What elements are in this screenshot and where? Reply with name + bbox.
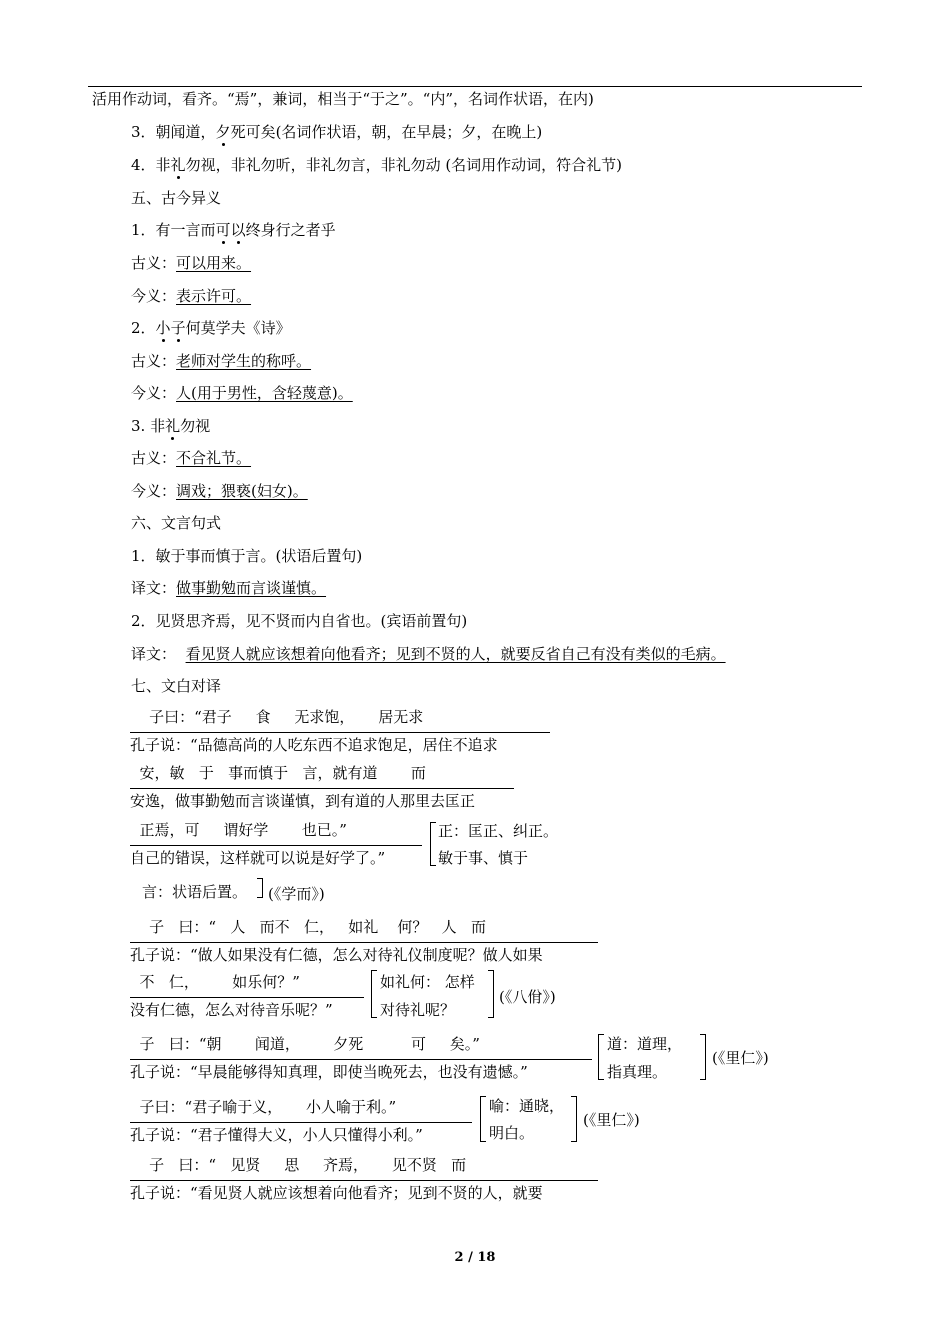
header-rule <box>88 86 862 87</box>
ancient-meaning: 古义：老师对学生的称呼。 <box>131 352 312 370</box>
bracket <box>430 822 436 866</box>
original-text: 子 曰：“ 人 而不 仁， 如礼 何？ 人 而 <box>130 918 486 936</box>
annotation: 言：状语后置。 <box>142 883 248 901</box>
vernacular-text: 孔子说：“看见贤人就应该想着向他看齐；见到不贤的人，就要 <box>130 1184 543 1202</box>
original-text: 子曰：“君子 食 无求饱， 居无求 <box>130 708 424 726</box>
annotation: 对待礼呢？ <box>380 1001 456 1019</box>
original-text: 正焉，可 谓好学 也已。” <box>130 821 347 839</box>
text-line: 活用作动词，看齐。“焉”，兼词，相当于“于之”。“内”，名词作状语，在内) <box>92 90 594 108</box>
annotation: 敏于事、慎于 <box>438 849 529 867</box>
page-number: 2 / 18 <box>454 1250 496 1265</box>
original-text: 子 曰：“朝 闻道， 夕死 可 矣。” <box>130 1035 480 1053</box>
section-heading: 七、文白对译 <box>131 677 222 695</box>
divider <box>130 732 550 733</box>
vernacular-text: 孔子说：“君子懂得大义，小人只懂得小利。” <box>130 1126 423 1144</box>
vernacular-text: 自己的错误，这样就可以说是好学了。” <box>130 849 386 867</box>
modern-meaning: 今义：人(用于男性，含轻蔑意)。 <box>131 384 353 402</box>
divider <box>130 845 422 846</box>
bracket <box>480 1096 486 1142</box>
source-citation: (《学而》) <box>268 885 325 903</box>
original-text: 子曰：“君子喻于义， 小人喻于利。” <box>130 1098 397 1116</box>
modern-meaning: 今义：表示许可。 <box>131 287 252 305</box>
original-text: 子 曰：“ 见贤 思 齐焉， 见不贤 而 <box>130 1156 467 1174</box>
original-text: 安，敏 于 事而慎于 言，就有道 而 <box>130 764 426 782</box>
text-line: 4．非礼勿视，非礼勿听，非礼勿言，非礼勿动 (名词用作动词，符合礼节) <box>131 156 623 174</box>
translation: 译文： 看见贤人就应该想着向他看齐；见到不贤的人，就要反省自己有没有类似的毛病。 <box>131 645 726 663</box>
bracket <box>598 1034 604 1080</box>
modern-meaning: 今义：调戏；猥亵(妇女)。 <box>131 482 308 500</box>
annotation: 道：道理， <box>607 1035 683 1053</box>
source-citation: (《里仁》) <box>583 1111 640 1129</box>
section-heading: 五、古今异义 <box>131 189 222 207</box>
text-line: 3. 非礼勿视 <box>131 417 211 435</box>
vernacular-text: 孔子说：“品德高尚的人吃东西不追求饱足，居住不追求 <box>130 736 498 754</box>
divider <box>130 1122 472 1123</box>
sentence-example: 2．见贤思齐焉，见不贤而内自省也。(宾语前置句) <box>131 612 468 630</box>
divider <box>130 1180 598 1181</box>
annotation: 喻：通晓， <box>489 1097 565 1115</box>
divider <box>130 1059 592 1060</box>
annotation: 明白。 <box>489 1124 535 1142</box>
ancient-meaning: 古义：可以用来。 <box>131 254 252 272</box>
bracket <box>571 1096 577 1142</box>
divider <box>130 788 514 789</box>
source-citation: (《八佾》) <box>499 988 556 1006</box>
section-heading: 六、文言句式 <box>131 514 222 532</box>
vernacular-text: 没有仁德，怎么对待音乐呢？” <box>130 1001 333 1019</box>
vernacular-text: 孔子说：“早晨能够得知真理，即使当晚死去，也没有遗憾。” <box>130 1063 528 1081</box>
sentence-example: 1．敏于事而慎于言。(状语后置句) <box>131 547 363 565</box>
divider <box>130 997 364 998</box>
annotation: 指真理。 <box>607 1063 668 1081</box>
divider <box>130 942 598 943</box>
bracket <box>257 878 263 898</box>
text-line: 2．小子何莫学夫《诗》 <box>131 319 291 337</box>
original-text: 不 仁， 如乐何？” <box>130 973 300 991</box>
annotation: 如礼何： 怎样 <box>380 973 475 991</box>
bracket <box>700 1034 706 1080</box>
text-line: 3．朝闻道，夕死可矣(名词作状语，朝，在早晨；夕，在晚上) <box>131 123 543 141</box>
source-citation: (《里仁》) <box>712 1049 769 1067</box>
bracket <box>488 970 494 1018</box>
translation: 译文：做事勤勉而言谈谨慎。 <box>131 579 327 597</box>
text-line: 1．有一言而可以终身行之者乎 <box>131 221 336 239</box>
vernacular-text: 安逸，做事勤勉而言谈谨慎，到有道的人那里去匡正 <box>130 792 476 810</box>
annotation: 正：匡正、纠正。 <box>438 822 559 840</box>
vernacular-text: 孔子说：“做人如果没有仁德，怎么对待礼仪制度呢？做人如果 <box>130 946 543 964</box>
ancient-meaning: 古义：不合礼节。 <box>131 449 252 467</box>
bracket <box>371 970 377 1018</box>
